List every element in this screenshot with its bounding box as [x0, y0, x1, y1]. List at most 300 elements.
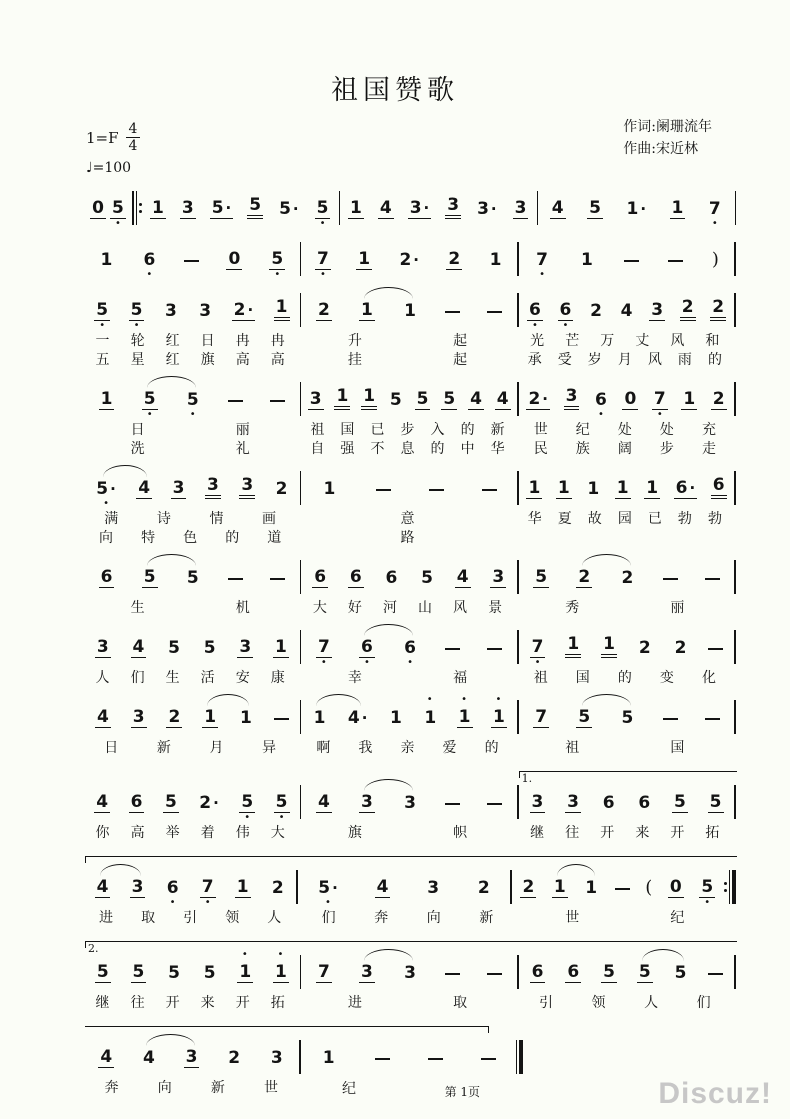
note-digit: 4 [317, 792, 330, 812]
dot-after: · [423, 199, 430, 217]
page-number: 第 1页 [444, 1085, 481, 1099]
octave-dot-below [147, 1068, 150, 1078]
lyric-measure [85, 670, 295, 687]
octave-dot-below [242, 321, 245, 331]
note-digit: 2 [399, 250, 412, 270]
note-digit: 6 [559, 300, 572, 320]
octave-dot-below [211, 499, 214, 509]
dot-after: · [292, 200, 299, 218]
note-digit: 2 [168, 707, 181, 727]
note-underline-group [165, 879, 181, 898]
note [269, 866, 287, 908]
octave-dot-above [172, 696, 176, 705]
note-underline-group [644, 479, 660, 499]
note [651, 378, 669, 420]
lyric-syllable: 夏 [557, 511, 572, 527]
note-digit: 7 [531, 637, 544, 657]
lyric-syllable: 高 [130, 825, 145, 841]
note [418, 556, 436, 598]
note-underline-group [375, 878, 391, 898]
repeat-dots [139, 191, 142, 225]
lyric-syllable: 的 [225, 530, 240, 546]
note-digit: 5 [578, 707, 591, 727]
note-underline-group [636, 794, 652, 813]
note-digit: 1 [100, 250, 113, 270]
octave-dot-below [487, 1068, 490, 1078]
note [273, 781, 291, 823]
note-underline-group [534, 251, 550, 270]
octave-dot-below [365, 321, 368, 331]
octave-dot-below: • [319, 218, 326, 229]
octave-dot-above [452, 238, 456, 247]
note-underline-group [312, 568, 328, 588]
lyric-syllable: 大 [312, 600, 327, 616]
dash-prolong [704, 556, 721, 598]
lyric-syllable: 色 [183, 530, 198, 546]
octave-dot-above [276, 378, 280, 387]
note [421, 696, 439, 738]
note-digit: 5 [421, 568, 433, 588]
note [387, 696, 405, 738]
octave-dot-above [241, 866, 245, 875]
note [525, 378, 551, 420]
dash-prolong [486, 626, 503, 668]
note-underline-group [141, 251, 157, 270]
lyric-syllable: 引 [538, 995, 553, 1011]
octave-dot-above [326, 866, 330, 875]
octave-dot-above [320, 187, 324, 196]
note-digit: 3 [199, 301, 212, 321]
dash-prolong [663, 718, 678, 720]
lyric-bar-spacer [295, 670, 302, 687]
note-underline-group [316, 879, 340, 898]
octave-dot-below: • [103, 498, 109, 509]
note [600, 626, 618, 668]
dash-prolong [623, 238, 640, 280]
lyric-syllable: 祖 [533, 670, 548, 686]
measure [302, 696, 516, 738]
lyric-syllable: 高 [270, 352, 285, 368]
dash-prolong [269, 378, 286, 420]
note-underline-group [476, 879, 492, 898]
octave-dot-above [714, 951, 718, 960]
note-digit: 3 [206, 475, 219, 495]
time-signature-denominator: 4 [126, 137, 141, 154]
note-row [85, 238, 737, 280]
note-underline-group [513, 199, 529, 219]
octave-dot-below [501, 410, 504, 420]
dot-after: · [213, 794, 219, 812]
octave-dot-above [104, 1036, 108, 1045]
lyric-bar-spacer [295, 422, 302, 439]
lyric-measure [302, 422, 512, 439]
measure [302, 238, 516, 280]
note [489, 556, 507, 598]
dash-prolong [227, 556, 244, 598]
lyric-bar-spacer [295, 740, 302, 757]
note-underline-group [316, 638, 332, 658]
note-row [85, 289, 737, 331]
lyric-syllable: 受 [557, 352, 572, 368]
note-underline-group [402, 794, 418, 813]
lyric-syllable: 康 [270, 670, 285, 686]
octave-dot-below [394, 410, 397, 420]
note [347, 187, 365, 229]
measure [302, 781, 516, 823]
measure [85, 951, 299, 993]
octave-dot-below: • [325, 897, 331, 908]
lyric-syllable: 中 [460, 441, 475, 457]
lyric-syllable: 轮 [130, 333, 145, 349]
lyric-syllable: 红 [165, 352, 180, 368]
octave-dot-below [585, 270, 588, 280]
octave-dot-below [562, 499, 565, 509]
note [236, 626, 254, 668]
lyric-syllable: 承 [527, 352, 542, 368]
lyric-measure [85, 910, 295, 927]
octave-dot-above [585, 238, 589, 247]
octave-dot-above [629, 238, 633, 247]
lyric-syllable: 国 [670, 740, 685, 756]
lyric-syllable: 充 [701, 422, 716, 438]
note-underline-group [359, 301, 375, 321]
note-digit: 7 [535, 707, 548, 727]
measure [520, 696, 734, 738]
lyric-bar-spacer [295, 910, 302, 927]
note-underline-group [142, 568, 158, 588]
parenthesis [711, 238, 720, 280]
note-digit: 1 [493, 707, 505, 727]
note-underline-group [130, 878, 146, 898]
lyric-measure [85, 530, 295, 547]
note-digit: 5 [589, 198, 601, 218]
note-digit: 1 [671, 198, 684, 218]
note [377, 187, 395, 229]
note-digit: 3 [565, 386, 578, 406]
note [618, 289, 636, 331]
lyric-bar-spacer [730, 530, 737, 547]
note-underline-group [277, 200, 301, 219]
octave-dot-below [354, 588, 357, 598]
note-digit: 5 [186, 568, 199, 588]
octave-dot-below: • [146, 409, 153, 420]
note [196, 781, 222, 823]
octave-dot-below: • [99, 320, 106, 331]
note-underline-group [274, 480, 290, 499]
lyric-measure [302, 910, 512, 927]
octave-dot-above [620, 866, 624, 875]
note-digit: 0 [669, 877, 682, 897]
note-digit: 5 [143, 567, 156, 587]
note-underline-group [527, 301, 543, 321]
octave-dot-below [209, 728, 212, 738]
note [209, 187, 235, 229]
note [311, 556, 329, 598]
octave-dot-below: • [534, 657, 541, 668]
note [456, 696, 474, 738]
note [669, 187, 687, 229]
octave-dot-above [628, 378, 632, 387]
lyric-syllable: 一 [95, 333, 110, 349]
octave-dot-above [172, 951, 176, 960]
note [706, 187, 724, 229]
octave-dot-below [101, 983, 104, 993]
octave-dot-below [365, 983, 368, 993]
note [128, 289, 146, 331]
dash-prolong [663, 578, 678, 580]
note-digit: 5 [186, 390, 199, 410]
note-underline-group [624, 200, 648, 219]
octave-dot-above [233, 378, 237, 387]
note-underline-group [585, 480, 601, 499]
octave-dot-below [717, 410, 720, 420]
octave-dot-below: • [133, 320, 140, 331]
octave-dot-above [717, 378, 721, 387]
octave-dot-below [607, 813, 610, 823]
octave-dot-below [244, 728, 247, 738]
note-digit: 5 [164, 792, 177, 812]
lyric-syllable: 升 [347, 333, 362, 349]
octave-dot-below [318, 728, 321, 738]
lyric-syllable: 特 [141, 530, 156, 546]
note-underline-group [273, 638, 289, 658]
octave-dot-below [647, 898, 650, 908]
note-underline-group [274, 793, 290, 813]
octave-dot-below [234, 588, 237, 598]
note-underline-group [579, 251, 595, 270]
dot-after: · [413, 251, 419, 269]
octave-dot-below: • [562, 320, 569, 331]
note [709, 289, 727, 331]
lyric-syllable: 自 [310, 441, 325, 457]
lyric-syllable: 园 [617, 511, 632, 527]
note-digit: 6 [529, 300, 541, 320]
lyric-syllable: 和 [705, 333, 720, 349]
octave-dot-below [408, 983, 411, 993]
note-digit: 1 [603, 634, 615, 654]
dash-prolong [428, 1058, 443, 1060]
note [490, 696, 508, 738]
barline [733, 560, 737, 594]
lyric-bar-spacer [513, 352, 520, 369]
lyric-syllable: 取 [141, 910, 156, 926]
note-row [85, 781, 737, 823]
note [387, 378, 405, 420]
note-digit: 1 [528, 478, 541, 498]
octave-dot-below [674, 898, 677, 908]
lyric-measure [85, 422, 295, 439]
note-digit: 3 [270, 1048, 283, 1068]
octave-dot-above [389, 556, 393, 565]
octave-dot-below [190, 270, 193, 280]
note-digit: 4 [96, 877, 109, 897]
lyric-syllable: 红 [165, 333, 180, 349]
lyric-row [85, 600, 737, 617]
lyric-syllable: 步 [659, 441, 674, 457]
octave-dot-below [626, 588, 629, 598]
note-underline-group [131, 638, 147, 658]
octave-dot-below [105, 270, 108, 280]
note-digit: 6 [385, 568, 398, 588]
lyric-row [85, 740, 737, 757]
octave-dot-below [172, 983, 175, 993]
lyric-measure [85, 333, 295, 350]
lyric-measure [302, 333, 512, 350]
octave-dot-below [536, 813, 539, 823]
octave-dot-above [486, 1036, 490, 1045]
lyric-syllable: 息 [400, 441, 415, 457]
note [234, 866, 252, 908]
note-digit: 3 [404, 963, 416, 983]
lyric-syllable: 风 [453, 600, 468, 616]
octave-dot-below [280, 321, 283, 331]
note-underline-group [99, 390, 115, 410]
octave-dot-below [717, 499, 720, 509]
octave-dot-below [451, 813, 454, 823]
parenthesis [644, 866, 653, 908]
note-digit: 6 [404, 638, 416, 658]
lyric-row [85, 995, 737, 1012]
note-row [85, 626, 737, 668]
octave-dot-below [621, 898, 624, 908]
note [355, 238, 373, 280]
octave-dot-below [244, 983, 247, 993]
note-underline-group [136, 479, 152, 499]
note [578, 238, 596, 280]
note-digit: 6 [595, 390, 607, 410]
volta-row [85, 1021, 737, 1036]
dash-prolong [375, 1058, 390, 1060]
note-digit: 1 [313, 708, 326, 728]
octave-dot-below [493, 658, 496, 668]
octave-dot-below [208, 983, 211, 993]
lyric-syllable: 道 [267, 530, 282, 546]
dash-prolong [662, 556, 679, 598]
note-digit: 1 [236, 877, 249, 897]
octave-dot-above [243, 626, 247, 635]
note-row [85, 951, 737, 993]
octave-dot-above [203, 289, 207, 298]
lyric-syllable: 故 [587, 511, 602, 527]
note-digit: 1 [322, 1048, 335, 1068]
lyric-measure [302, 511, 512, 528]
note-underline-group [200, 878, 216, 898]
octave-dot-above [104, 378, 108, 387]
note-underline-group [583, 879, 599, 898]
octave-dot-above [417, 187, 421, 196]
music-line [85, 951, 737, 1012]
note [140, 238, 158, 280]
composer-credit: 作曲:宋近林 [623, 140, 698, 157]
note-underline-group [526, 479, 542, 499]
lyric-syllable: 山 [417, 600, 432, 616]
note-underline-group [94, 480, 118, 499]
lyric-bar-spacer [730, 670, 737, 687]
lyric-row [85, 511, 737, 528]
note [162, 289, 180, 331]
note [533, 238, 551, 280]
note [487, 238, 505, 280]
note-underline-group [348, 568, 364, 588]
note-digit: 4 [143, 1048, 155, 1068]
dash-prolong [705, 578, 720, 580]
octave-dot-below [643, 658, 646, 668]
note-underline-group [237, 963, 253, 983]
lyric-bar-spacer [513, 670, 520, 687]
octave-dot-below [656, 321, 659, 331]
note-underline-group [346, 709, 370, 728]
octave-dot-below [711, 728, 714, 738]
octave-dot-below [594, 321, 597, 331]
note [94, 951, 112, 993]
lyric-bar-spacer [513, 441, 520, 458]
note [204, 467, 222, 509]
note [238, 467, 256, 509]
note [225, 1036, 243, 1078]
dash-prolong [445, 648, 460, 650]
lyric-syllable: 已 [647, 511, 662, 527]
note-digit: 7 [536, 250, 548, 270]
lyric-syllable: 伟 [235, 825, 250, 841]
note [549, 187, 567, 229]
dot-after: · [542, 390, 548, 408]
lyric-syllable: 满 [104, 511, 119, 527]
octave-dot-above [425, 556, 429, 565]
note-digit: 5 [275, 792, 288, 812]
dot-after: · [689, 479, 696, 497]
octave-dot-above [407, 238, 411, 247]
lyric-syllable: 新 [156, 740, 171, 756]
octave-dot-below [136, 898, 139, 908]
note [707, 781, 725, 823]
note-underline-group [171, 479, 187, 499]
lyric-syllable: 福 [453, 670, 468, 686]
lyric-bar-spacer [513, 530, 520, 547]
octave-dot-above [556, 187, 560, 196]
octave-dot-above [673, 238, 677, 247]
note-digit: 6 [166, 878, 179, 898]
octave-dot-above [621, 467, 625, 476]
note-digit: 1 [424, 708, 437, 728]
lyric-syllable: 星 [130, 352, 145, 368]
lyric-syllable: 往 [130, 995, 145, 1011]
note [440, 378, 458, 420]
note [360, 378, 378, 420]
note-digit: 1 [626, 199, 639, 219]
dash-prolong [708, 648, 723, 650]
octave-dot-below [678, 813, 681, 823]
note-underline-group [550, 199, 566, 219]
octave-dot-below [276, 410, 279, 420]
octave-dot-above [607, 781, 611, 790]
note-digit: 3 [531, 792, 544, 812]
octave-dot-above [655, 289, 659, 298]
lyric-syllable: 引 [183, 910, 198, 926]
note [320, 1036, 338, 1078]
note-digit: 2 [578, 567, 591, 587]
note-underline-group [670, 199, 686, 219]
lyric-syllable: 奔 [374, 910, 389, 926]
note-underline-group [530, 963, 546, 983]
note-digit: 2 [275, 479, 288, 499]
lyric-syllable: 秀 [565, 600, 580, 616]
octave-dot-above [219, 187, 223, 196]
octave-dot-below: • [319, 269, 326, 280]
lyric-syllable: 万 [600, 333, 615, 349]
note-underline-group [359, 963, 375, 983]
note-digit: 5 [130, 300, 143, 320]
dash-prolong [614, 866, 631, 908]
